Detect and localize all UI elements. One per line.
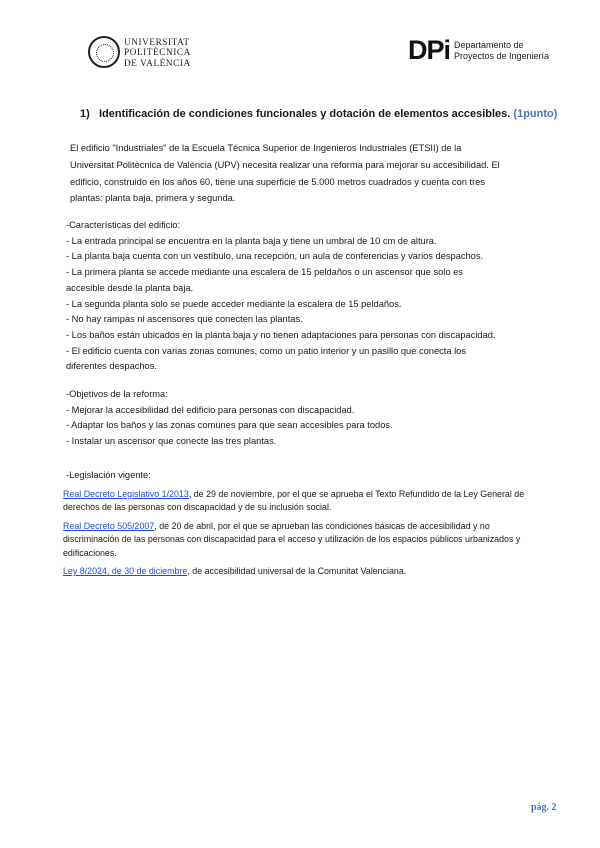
list-item: - La segunda planta solo se puede acceder mediante la escalera de 15 peldaños.	[66, 298, 402, 309]
list-item: - No hay rampas ni ascensores que conecten las plantas.	[66, 314, 303, 325]
intro-line: El edificio "Industriales" de la Escuela Técnica Superior de Ingenieros Industriales (ETSII) de la	[70, 143, 462, 153]
section-heading	[80, 108, 557, 120]
law-link[interactable]: Real Decreto 505/2007	[63, 520, 155, 531]
intro-line: edificio, construido en los años 60, tiene una superficie de 5.000 metros cuadrados y cuenta con tres	[70, 176, 485, 187]
legislation-list	[63, 488, 543, 583]
list-item: - Los baños están ubicados en la planta baja y no tienen adaptaciones para personas con discapacidad.	[66, 329, 496, 340]
objectives-section	[66, 387, 546, 450]
objectives-title: -Objetivos de la reforma:	[66, 389, 168, 399]
dpi-logo-mark: DPi	[408, 35, 451, 65]
law-text: , de accesibilidad universal de la Comunitat Valenciana.	[187, 566, 407, 577]
page-number: pág. 2	[531, 802, 557, 813]
law-text: , de 20 de abril, por el que se aprueban las condiciones básicas de accesibilidad y no discriminación de las personas con discapacidad para el acceso y utilización de los espacios públicos urbanizados y edificaciones.	[63, 520, 521, 558]
list-item: - El edificio cuenta con varias zonas comunes, como un patio interior y un pasillo que conecta los	[66, 345, 466, 356]
characteristics-title: -Características del edificio:	[66, 220, 181, 230]
list-item: - La planta baja cuenta con un vestíbulo, una recepción, un aula de conferencias y varios despachos.	[66, 251, 484, 262]
list-item: - Mejorar la accesibilidad del edificio para personas con discapacidad.	[66, 404, 355, 415]
list-item: - Instalar un ascensor que conecte las tres plantas.	[66, 436, 277, 447]
law-text: , de 29 de noviembre, por el que se aprueba el Texto Refundido de la Ley General de derechos de las personas con discapacidad y de su inclusión social.	[63, 489, 525, 513]
legislation-title: -Legislación vigente:	[66, 470, 151, 480]
heading-number: 1)	[80, 108, 90, 120]
heading-points: (1punto)	[513, 108, 558, 120]
list-item: - La entrada principal se encuentra en la planta baja y tiene un umbral de 10 cm de altura.	[66, 235, 437, 246]
list-item: - Adaptar los baños y las zonas comunes para que sean accesibles para todos.	[66, 420, 393, 431]
upv-seal-icon	[88, 36, 120, 68]
dpi-logo-text: Departamento de Proyectos de Ingeniería	[454, 40, 550, 61]
upv-logo	[88, 36, 198, 72]
list-item: diferentes despachos.	[66, 361, 157, 372]
characteristics-section	[66, 218, 546, 375]
intro-paragraph	[70, 140, 540, 207]
list-item: - La primera planta se accede mediante una escalera de 15 peldaños o un ascensor que solo es	[66, 267, 463, 278]
law-item	[63, 488, 543, 515]
intro-line: Universitat Politècnica de València (UPV) necesita realizar una reforma para mejorar su accesibilidad. El	[70, 159, 500, 170]
law-link[interactable]: Real Decreto Legislativo 1/2013	[63, 489, 189, 499]
intro-line: plantas: planta baja, primera y segunda.	[70, 193, 236, 204]
heading-title: Identificación de condiciones funcionales y dotación de elementos accesibles.	[98, 108, 511, 120]
dpi-logo	[408, 34, 548, 70]
law-link[interactable]: Ley 8/2024, de 30 de diciembre	[63, 566, 188, 577]
law-item	[63, 520, 543, 560]
list-item: accesible desde la planta baja.	[66, 282, 194, 293]
upv-logo-text: UNIVERSITAT POLITÈCNICA DE VALÈNCIA	[124, 37, 191, 68]
law-item	[63, 565, 543, 578]
